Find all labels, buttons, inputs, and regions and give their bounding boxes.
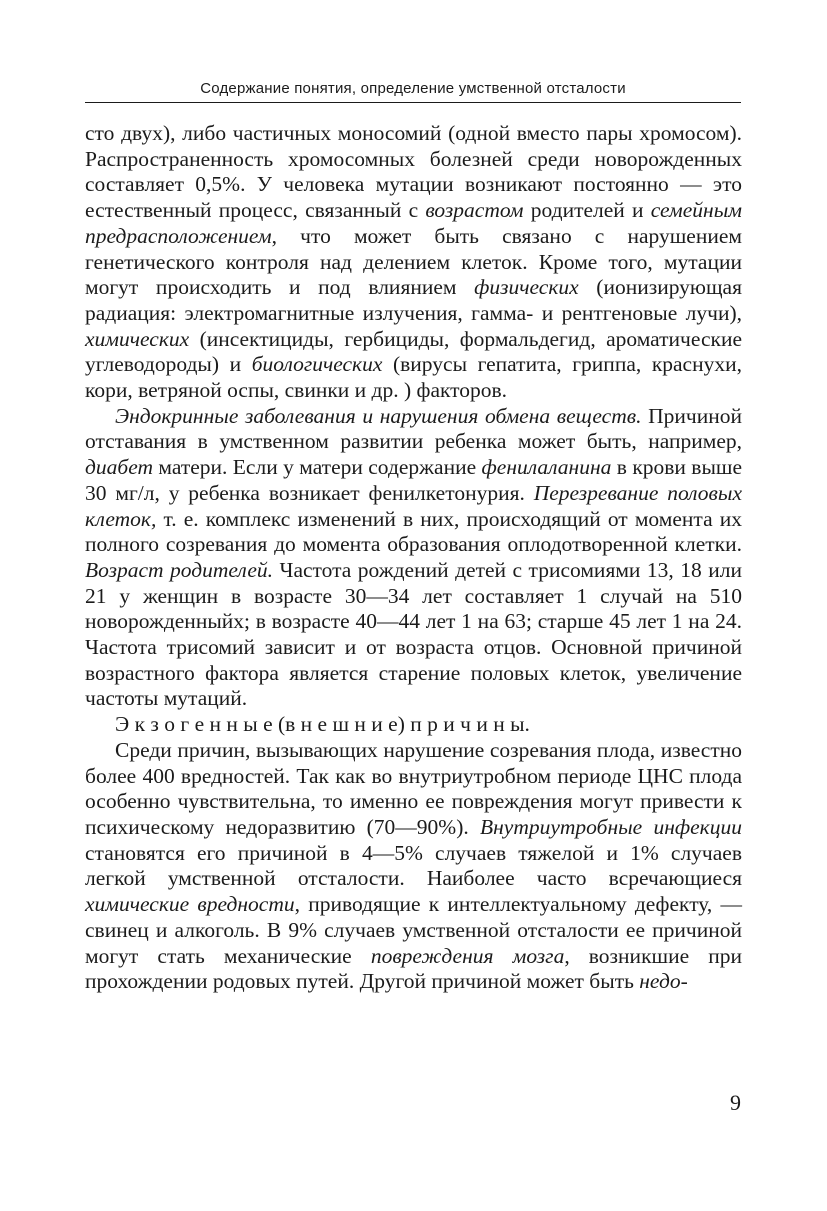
text-run: Э к з о г е н н ы е (в н е ш н и е) п р и ч и н ы.	[115, 712, 530, 737]
running-header: Содержание понятия, определение умственной отсталости	[200, 80, 626, 97]
paragraph	[85, 404, 742, 712]
text-run: в крови выше 30 мг/л, у ребенка возникает фенилкетонурия.	[85, 455, 743, 505]
text-run: , возникшие при прохождении родовых путей. Другой причиной может быть	[85, 943, 742, 994]
text-run: , приводящие к интеллектуальному дефекту, — свинец и алкоголь. В 9% случаев умственной отсталости ее причиной могут стать механические	[85, 892, 743, 968]
text-run: т. е. комплекс изменений в них, происходящий от момента их полного созревания до момента образования оплодотворенной клетки.	[85, 506, 742, 557]
italic-run: фенилаланина	[481, 455, 612, 480]
header-rule	[85, 102, 741, 103]
italic-run: физических	[474, 275, 579, 300]
text-run: (ионизирующая радиация: электромагнитные излучения, гамма- и рентгеновые лучи),	[85, 275, 742, 325]
page-number: 9	[730, 1090, 741, 1115]
text-run: (инсектициды, гербициды, формальдегид, ароматические углеводороды) и	[85, 326, 742, 377]
text-run: становятся его причиной в 4—5% случаев тяжелой и 1% случаев легкой умственной отсталости. Наиболее часто всречающиеся	[85, 840, 742, 891]
text-run: родителей и	[523, 198, 651, 223]
body-text	[85, 121, 742, 995]
italic-run: Эндокринные заболевания и нарушения обмена веществ.	[115, 403, 642, 428]
italic-run: возрастом	[425, 198, 524, 223]
italic-run: повреждения мозга	[370, 943, 565, 968]
italic-run: химические вредности	[85, 892, 295, 917]
paragraph	[85, 712, 742, 738]
paragraph	[85, 121, 742, 404]
italic-run: Возраст родителей.	[85, 557, 273, 582]
italic-run: Внутриутробные инфекции	[479, 814, 742, 839]
italic-run: химических	[85, 326, 190, 351]
italic-run: диабет	[85, 455, 153, 480]
italic-run: биологических	[251, 352, 383, 377]
text-run: матери. Если у матери содержание	[152, 455, 482, 480]
text-run: , что может быть связано с нарушением генетического контроля над делением клеток. Кроме того, мутации могут происходить и под влиянием	[85, 223, 742, 300]
italic-run: недо-	[639, 969, 688, 994]
text-run: Причиной отставания в умственном развитии ребенка может быть, например,	[85, 403, 742, 454]
italic-run: Перезревание половых клеток,	[85, 480, 742, 531]
text-run: Среди причин, вызывающих нарушение созревания плода, известно более 400 вредностей. Так как во внутриутробном периоде ЦНС плода особенно чувствительна, то именно ее повреждения могут привести к психическому недоразвитию (70—90%).	[85, 737, 742, 839]
text-run: Частота рождений детей с трисомиями 13, 18 или 21 у женщин в возрасте 30—34 лет составляет 1 случай на 510 новорожденныйх; в возрасте 40—44 лет 1 на 63; старше 45 лет 1 на 24. Частота трисомий зависит и от возраста отцов. Основной причиной возрастного фактора является старение половых клеток, увеличение частоты мутаций.	[85, 557, 742, 711]
paragraph	[85, 738, 742, 995]
text-run: сто двух), либо частичных моносомий (одной вместо пары хромосом). Распространенность хромосомных болезней среди новорожденных составляет 0,5%. У человека мутации возникают постоянно — это естественный процесс, связанный с	[85, 121, 742, 223]
text-run: (вирусы гепатита, гриппа, краснухи, кори, ветряной оспы, свинки и др. ) факторов.	[85, 352, 742, 403]
italic-run: семейным предрасположением	[85, 198, 742, 248]
